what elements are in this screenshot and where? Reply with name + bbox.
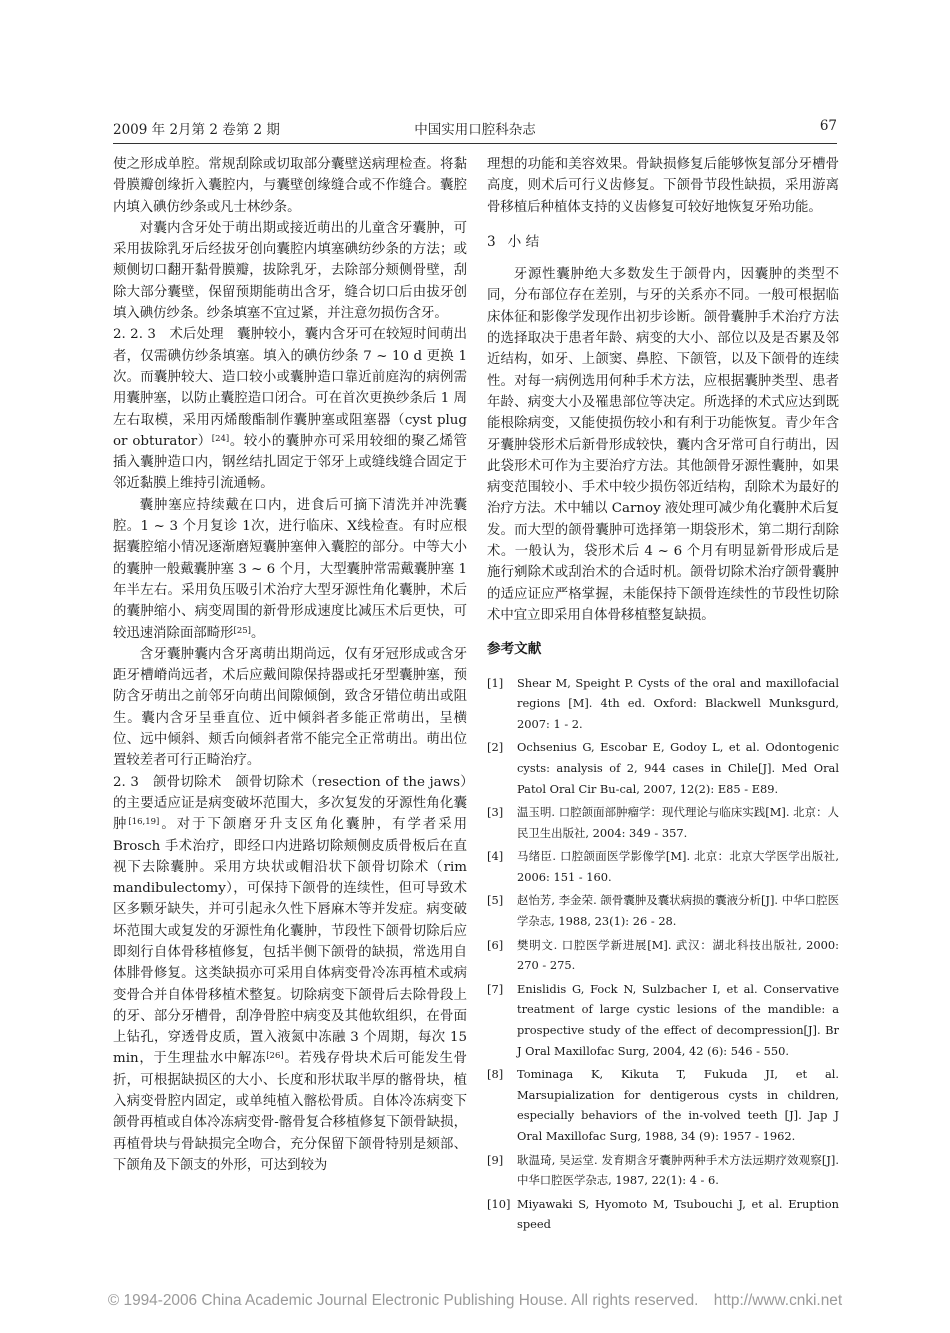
paragraph: 理想的功能和美容效果。骨缺损修复后能够恢复部分牙槽骨高度，则术后可行义齿修复。下颌骨节段性缺损，采用游离骨移植后种植体支持的义齿修复可较好地恢复牙殆功能。 [487,157,839,215]
section-heading [487,232,839,253]
reference-item: [4] 马绪臣. 口腔颌面医学影像学[M]. 北京：北京大学医学出版社, 2006: 151 - 160. [487,849,839,884]
paragraph: 囊肿塞应持续戴在口内，进食后可摘下清洗并冲洗囊腔。1 ~ 3 个月复诊 1次，进行临床、X线检查。有时应根据囊腔缩小情况逐渐磨短囊肿塞伸入囊腔的部分。中等大小的囊肿一般戴囊肿塞 3 ~ 6 个月，大型囊肿常需戴囊肿塞 1 年半左右。采用负压吸引术治疗大型牙源性角化囊肿，术后的囊肿缩小、病变周围的新骨形成速度比减压术后更快，可较迅速消除面部畸形[25]。 [113,497,467,641]
paragraph: 2. 2. 3 术后处理 囊肿较小，囊内含牙可在较短时间萌出者，仅需碘仿纱条填塞。填入的碘仿纱条 7 ~ 10 d 更换 1 次。而囊肿较大、造口较小或囊肿造口靠近前庭沟的病例需用囊肿塞，以防止囊腔造口闭合。可在首次更换纱条后 1 周左右取模，采用丙烯酸酯制作囊肿塞或阻塞器（cyst plug or obturator）[24]。较小的囊肿亦可采用较细的聚乙烯管插入囊肿造口内，钢丝结扎固定于邻牙上或缝线缝合固定于邻近黏膜上维持引流通畅。 [113,327,468,492]
issue-info: 2009 年 2月第 2 卷第 2 期 [113,122,280,138]
page-number: 67 [819,118,837,134]
reference-list [487,673,839,1235]
section-title: 小 结 [507,233,540,250]
citation: [26] [266,1051,284,1062]
right-column [487,154,839,1238]
paragraph: 牙源性囊肿绝大多数发生于颌骨内，因囊肿的类型不同，分布部位存在差别，与牙的关系亦不同。一般可根据临床体征和影像学发现作出初步诊断。颌骨囊肿手术治疗方法的选择取决于患者年龄、病变的大小、部位以及是否累及邻近结构，如牙、上颌窦、鼻腔、下颌管，以及下颌骨的连续性。对每一病例选用何种手术方法，应根据囊肿类型、患者年龄、病变大小及罹患部位等决定。所选择的术式应达到既能根除病变，又能使损伤较小和有利于功能恢复。青少年含牙囊肿袋形术后新骨形成较快，囊内含牙常可自行萌出，因此袋形术可作为主要治疗方法。其他颌骨牙源性囊肿，如果病变范围较小、手术中较少损伤邻近结构，刮除术为最好的治疗方法。术中辅以 Carnoy 液处理可减少角化囊肿术后复发。而大型的颌骨囊肿可选择第一期袋形术，第二期行刮除术。一般认为，袋形术后 4 ~ 6 个月有明显新骨形成后是施行剜除术或刮治术的合适时机。颌骨切除术治疗颌骨囊肿的适应证应严格掌握，未能保持下颌骨连续性的节段性切除术中宜立即采用自体骨移植整复缺损。 [487,267,839,623]
paragraph: 使之形成单腔。常规刮除或切取部分囊壁送病理检查。将黏骨膜瓣创缘折入囊腔内，与囊壁创缘缝合或不作缝合。囊腔内填入碘仿纱条或凡士林纱条。 [113,157,467,215]
running-header [113,118,837,140]
reference-item: [10] Miyawaki S, Hyomoto M, Tsubouchi J, et al. Eruption speed [487,1196,839,1232]
left-column [113,154,467,1176]
paragraph: 2. 3 颌骨切除术 颌骨切除术（resection of the jaws）的主要适应证是病变破坏范围大，多次复发的牙源性角化囊肿[16,19]。对于下颌磨牙升支区角化囊肿，有学者采用 Brosch 手术治疗，即经口内进路切除颊侧皮质骨板后在直视下去除囊肿。采用方块状或帽沿状下颌骨切除术（rim mandibulectomy），可保持下颌骨的连续性，但可导致术区多颗牙缺失，并可引起永久性下唇麻木等并发症。病变破坏范围大或复发的牙源性角化囊肿，节段性下颌骨切除后应即刻行自体骨移植修复，包括半侧下颌骨的缺损，常选用自体腓骨修复。这类缺损亦可采用自体病变骨冷冻再植术或病变骨合并自体骨移植术整复。切除病变下颌骨后去除骨段上的牙、部分牙槽骨，刮净骨腔中病变及其他软组织，在骨面上钻孔，穿透骨皮质，置入液氮中冻融 3 个周期，每次 15 min，于生理盐水中解冻[26]。若残存骨块术后可能发生骨折，可根据缺损区的大小、长度和形状取半厚的髂骨块，植入病变骨腔内固定，或单纯植入髂松骨质。自体冷冻病变下颌骨再植或自体冷冻病变骨-髂骨复合移植修复下颌骨缺损，再植骨块与骨缺损完全吻合，充分保留下颌骨特别是颏部、下颌角及下颌支的外形，可达到较为 [113,774,468,1173]
reference-item: [2] Ochsenius G, Escobar E, Godoy L, et al. Odontogenic cysts: analysis of 2, 944 cases in Chile[J]. Med Oral Patol Oral Cir Bu-cal, 2007, 12(2): E85 - E89. [487,740,839,796]
paragraph: 含牙囊肿囊内含牙离萌出期尚远，仅有牙冠形成或含牙距牙槽嵴尚远者，术后应戴间隙保持器或托牙型囊肿塞，预防含牙萌出之前邻牙向萌出间隙倾倒，致含牙错位萌出或阻生。囊内含牙呈垂直位、近中倾斜者多能正常萌出，呈横位、远中倾斜、颊舌向倾斜者常不能完全正常萌出。萌出位置较差者可行正畸治疗。 [113,646,467,769]
paragraph: 对囊内含牙处于萌出期或接近萌出的儿童含牙囊肿，可采用拔除乳牙后经拔牙创向囊腔内填塞碘纺纱条的方法；或颊侧切口翻开黏骨膜瓣，拔除乳牙，去除部分颊侧骨壁，刮除大部分囊壁，保留预期能萌出含牙，缝合切口后由拔牙创填入碘仿纱条。纱条填塞不宜过紧，并注意勿损伤含牙。 [113,220,467,322]
subsection-heading: 2. 3 颌骨切除术 [113,774,222,790]
reference-item: [5] 赵怡芳, 李金荣. 颌骨囊肿及囊状病损的囊液分析[J]. 中华口腔医学杂志, 1988, 23(1): 26 - 28. [487,893,839,929]
references-heading: 参考文献 [487,641,542,658]
header-rule [113,143,837,144]
reference-item: [3] 温玉明. 口腔颌面部肿瘤学：现代理论与临床实践[M]. 北京：人民卫生出版社, 2004: 349 - 357. [487,805,839,840]
citation: [16,19] [128,817,160,828]
citation: [25] [233,625,251,636]
reference-item: [1] Shear M, Speight P. Cysts of the oral and maxillofacial regions [M]. 4th ed. Oxford: Blackwell Munksgurd, 2007: 1 - 2. [487,675,839,731]
copyright-footer: © 1994-2006 China Academic Journal Electronic Publishing House. All rights reserved. http://www.cnki.net [107,1292,843,1309]
reference-item: [9] 耿温琦, 吴运堂. 发育期含牙囊肿两种手术方法远期疗效观察[J]. 中华口腔医学杂志, 1987, 22(1): 4 - 6. [487,1152,839,1188]
citation: [24] [211,433,230,444]
section-number: 3 [487,233,496,250]
reference-item: [7] Enislidis G, Fock N, Sulzbacher I, et al. Conservative treatment of large cystic lesions of the mandible: a prospective study of the effect of decompression[J]. Br J Oral Maxillofac Surg, 2004, 42 (6): 546 - 550. [487,981,839,1058]
reference-item: [6] 樊明文. 口腔医学新进展[M]. 武汉：湖北科技出版社, 2000: 270 - 275. [487,937,839,973]
subsection-heading: 2. 2. 3 术后处理 [113,327,224,343]
journal-title: 中国实用口腔科杂志 [414,122,536,138]
reference-item: [8] Tominaga K, Kikuta T, Fukuda JI, et al. Marsupialization for dentigerous cysts in children, especially behaviors of the in-volved teeth [J]. Jap J Oral Maxillofac Surg, 1988, 34 (9): 1957 - 1962. [487,1067,839,1143]
